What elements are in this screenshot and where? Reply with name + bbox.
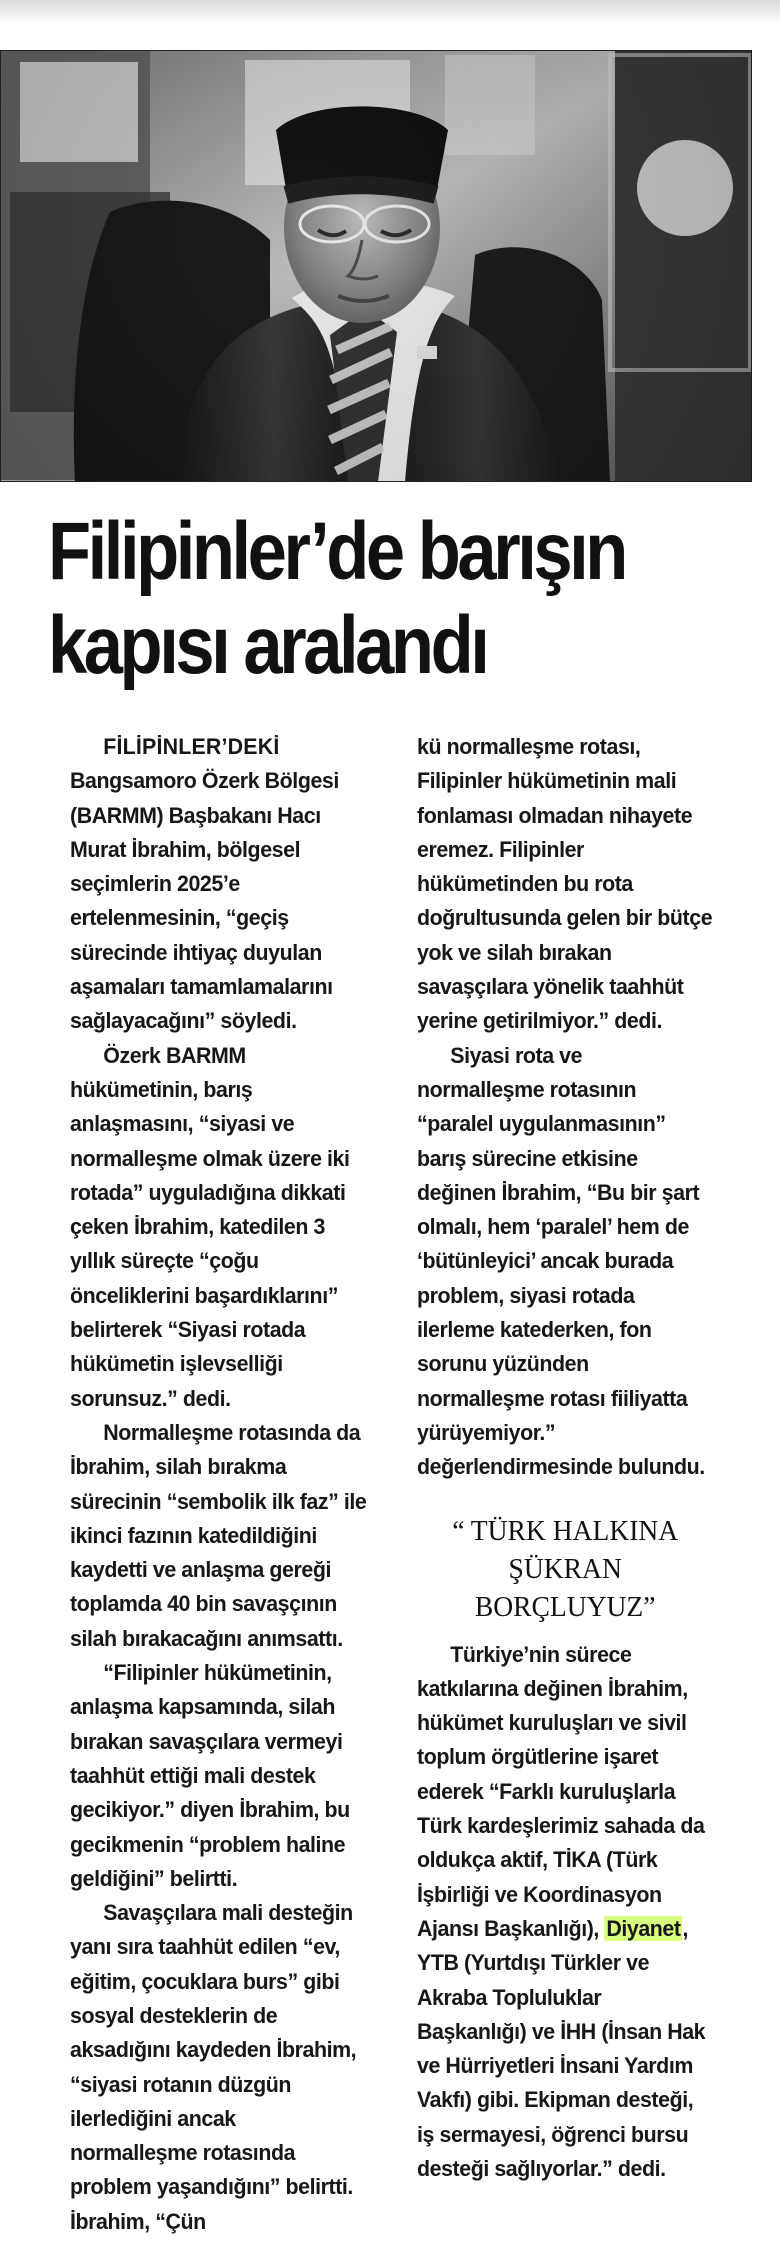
- headline-line-2: kapısı aralandı: [48, 600, 487, 691]
- article-right-column: [417, 730, 713, 2186]
- article-subheading: [417, 1512, 713, 1626]
- man-in-black-cap-photo: [0, 50, 752, 482]
- top-edge: [0, 0, 780, 24]
- left-paragraph-1-text: Bangsamoro Özerk Bölgesi (BARMM) Başbakanı Hacı Murat İbrahim, bölgesel seçimlerin 2025’e ertelenmesinin, “geçiş sürecinde ihtiyaç duyulan aşamaları tamamlamalarını sağlayacağını” söyledi.: [70, 768, 339, 1034]
- highlighted-diyanet: Diyanet: [606, 1915, 681, 1941]
- left-paragraph-1: [70, 730, 366, 1039]
- right-paragraph-3-before: Türkiye’nin sürece katkılarına değinen İbrahim, hükümet kuruluşları ve sivil toplum örgütlerine işaret ederek “Farklı kuruluşlarla Türk kardeşlerimiz sahada da oldukça aktif, TİKA (Türk İşbirliği ve Koordinasyon Ajansı Başkanlığı),: [417, 1641, 705, 1941]
- subheading-line-1: “ TÜRK HALKINA: [452, 1514, 679, 1547]
- headline-line-1: Filipinler’de barışın: [48, 506, 625, 597]
- subheading-line-2: ŞÜKRAN BORÇLUYUZ”: [474, 1552, 656, 1623]
- article-photo: [0, 50, 752, 482]
- right-paragraph-2: Siyasi rota ve normalleşme rotasının “paralel uygulanmasının” barış sürecine etkisine değinen İbrahim, “Bu bir şart olmalı, hem ‘paralel’ hem de ‘bütünleyici’ ancak burada problem, siyasi rotada ilerleme katederken, fon sorunu yüzünden normalleşme rotası fiiliyatta yürüyemiyor.” değerlendirmesinde bulundu.: [417, 1042, 705, 1480]
- left-paragraph-3: Normalleşme rotasında da İbrahim, silah bırakma sürecinin “sembolik ilk faz” ile ikinci fazının katedildiğini kaydetti ve anlaşma gereği toplamda 40 bin savaşçının silah bırakacağını anımsattı.: [70, 1419, 367, 1651]
- right-paragraph-1: kü normalleşme rotası, Filipinler hükümetinin mali fonlaması olmadan nihayete eremez. Filipinler hükümetinden bu rota doğrultusunda gelen bir bütçe yok ve silah bırakan savaşçılara yönelik taahhüt yerine getirilmiyor.” dedi.: [417, 734, 713, 1034]
- article-left-column: [70, 730, 366, 2239]
- lead-word: FİLİPİNLER’DEKİ: [103, 734, 280, 759]
- right-paragraph-3: [417, 1638, 713, 2187]
- article-headline: [48, 505, 667, 693]
- left-paragraph-5: Savaşçılara mali desteğin yanı sıra taahhüt edilen “ev, eğitim, çocuklara burs” gibi sosyal desteklerin de aksadığını kaydeden İbrahim, “siyasi rotanın düzgün ilerlediğini ancak normalleşme rotasında problem yaşandığını” belirtti. İbrahim, “Çün: [70, 1900, 357, 2234]
- right-paragraph-3-after: , YTB (Yurtdışı Türkler ve Akraba Topluluklar Başkanlığı) ve İHH (İnsan Hak ve Hürriyetleri İnsani Yardım Vakfı) gibi. Ekipman desteği, iş sermayesi, öğrenci bursu desteği sağlıyorlar.” dedi.: [417, 1915, 706, 2181]
- left-paragraph-2: Özerk BARMM hükümetinin, barış anlaşmasını, “siyasi ve normalleşme olmak üzere iki rotada” uyguladığına dikkati çeken İbrahim, katedilen 3 yıllık süreçte “çoğu önceliklerini başardıklarını” belirterek “Siyasi rotada hükümetin işlevselliği sorunsuz.” dedi.: [70, 1042, 350, 1411]
- left-paragraph-4: “Filipinler hükümetinin, anlaşma kapsamında, silah bırakan savaşçılara vermeyi taahhüt ettiği mali destek gecikiyor.” diyen İbrahim, bu gecikmenin “problem haline geldiğini” belirtti.: [70, 1660, 350, 1891]
